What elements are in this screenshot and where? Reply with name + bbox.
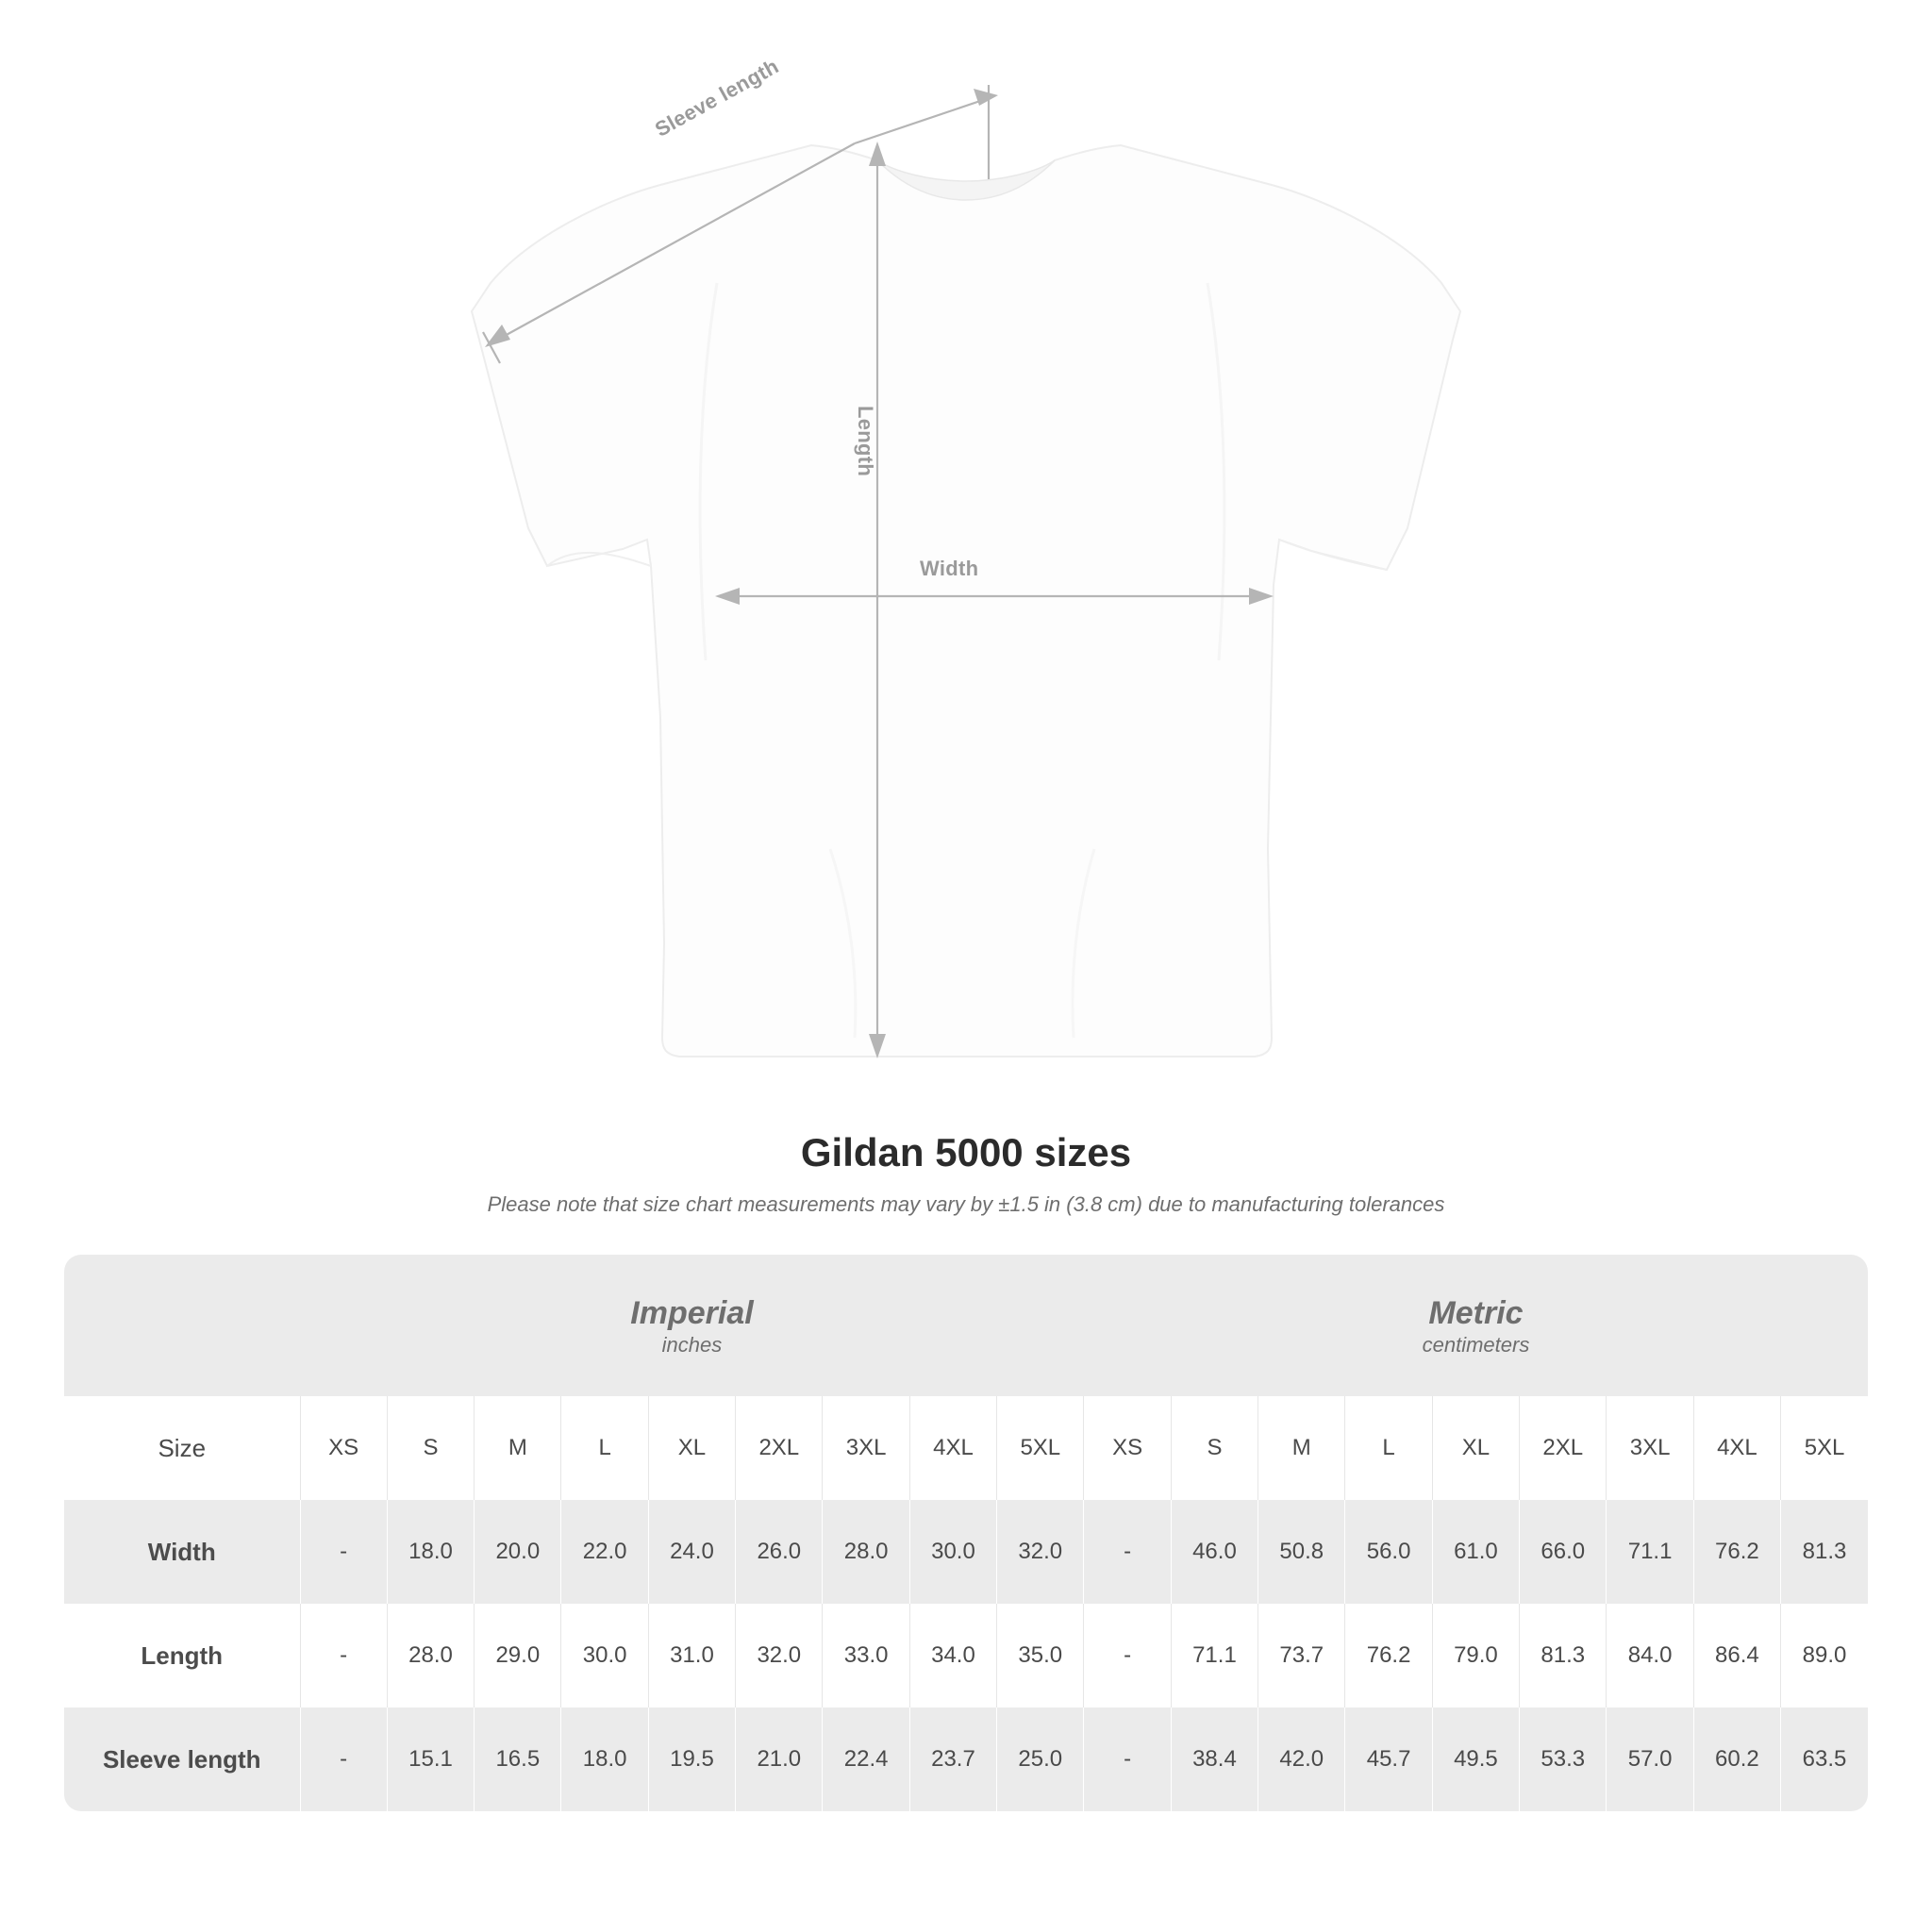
header-metric-S: S xyxy=(1171,1396,1257,1500)
header-imperial-XL: XL xyxy=(648,1396,735,1500)
header-imperial-L: L xyxy=(561,1396,648,1500)
cell-sleeve-metric-3XL: 57.0 xyxy=(1607,1707,1693,1811)
header-imperial-3XL: 3XL xyxy=(823,1396,909,1500)
cell-length-metric-XL: 79.0 xyxy=(1432,1604,1519,1707)
cell-sleeve-metric-XL: 49.5 xyxy=(1432,1707,1519,1811)
cell-length-imperial-XS: - xyxy=(300,1604,387,1707)
cell-width-metric-2XL: 66.0 xyxy=(1520,1500,1607,1604)
sleeve-length-label: Sleeve length xyxy=(651,54,783,142)
header-metric-M: M xyxy=(1258,1396,1345,1500)
cell-width-metric-XS: - xyxy=(1084,1500,1171,1604)
cell-sleeve-metric-2XL: 53.3 xyxy=(1520,1707,1607,1811)
unit-imperial-sub: inches xyxy=(661,1333,723,1357)
row-label-length: Length xyxy=(141,1641,224,1670)
table-row xyxy=(64,1500,1868,1604)
cell-sleeve-imperial-L: 18.0 xyxy=(561,1707,648,1811)
header-metric-4XL: 4XL xyxy=(1693,1396,1780,1500)
cell-width-metric-5XL: 81.3 xyxy=(1781,1500,1868,1604)
size-table xyxy=(64,1255,1868,1811)
cell-width-imperial-XS: - xyxy=(300,1500,387,1604)
cell-length-imperial-2XL: 32.0 xyxy=(736,1604,823,1707)
cell-width-imperial-2XL: 26.0 xyxy=(736,1500,823,1604)
units-imperial-cell xyxy=(300,1255,1084,1396)
cell-length-metric-4XL: 86.4 xyxy=(1693,1604,1780,1707)
cell-width-metric-XL: 61.0 xyxy=(1432,1500,1519,1604)
cell-width-imperial-4XL: 30.0 xyxy=(909,1500,996,1604)
unit-metric-sub: centimeters xyxy=(1422,1333,1530,1357)
cell-sleeve-imperial-2XL: 21.0 xyxy=(736,1707,823,1811)
cell-width-imperial-L: 22.0 xyxy=(561,1500,648,1604)
cell-sleeve-imperial-XL: 19.5 xyxy=(648,1707,735,1811)
cell-width-imperial-3XL: 28.0 xyxy=(823,1500,909,1604)
cell-sleeve-metric-XS: - xyxy=(1084,1707,1171,1811)
header-imperial-S: S xyxy=(387,1396,474,1500)
size-table-wrapper xyxy=(64,1255,1868,1811)
cell-length-metric-2XL: 81.3 xyxy=(1520,1604,1607,1707)
cell-length-imperial-XL: 31.0 xyxy=(648,1604,735,1707)
table-row xyxy=(64,1707,1868,1811)
cell-sleeve-metric-4XL: 60.2 xyxy=(1693,1707,1780,1811)
width-label: Width xyxy=(920,557,979,580)
cell-length-metric-3XL: 84.0 xyxy=(1607,1604,1693,1707)
header-imperial-2XL: 2XL xyxy=(736,1396,823,1500)
cell-sleeve-metric-L: 45.7 xyxy=(1345,1707,1432,1811)
cell-length-metric-M: 73.7 xyxy=(1258,1604,1345,1707)
header-metric-3XL: 3XL xyxy=(1607,1396,1693,1500)
cell-sleeve-metric-5XL: 63.5 xyxy=(1781,1707,1868,1811)
units-metric-cell xyxy=(1084,1255,1868,1396)
cell-length-imperial-L: 30.0 xyxy=(561,1604,648,1707)
cell-sleeve-imperial-4XL: 23.7 xyxy=(909,1707,996,1811)
cell-sleeve-metric-M: 42.0 xyxy=(1258,1707,1345,1811)
header-imperial-M: M xyxy=(475,1396,561,1500)
cell-sleeve-metric-S: 38.4 xyxy=(1171,1707,1257,1811)
tolerance-note: Please note that size chart measurements may vary by ±1.5 in (3.8 cm) due to manufacturing tolerances xyxy=(487,1192,1445,1216)
header-metric-2XL: 2XL xyxy=(1520,1396,1607,1500)
size-header-label: Size xyxy=(64,1396,300,1500)
page-title: Gildan 5000 sizes xyxy=(800,1130,1132,1174)
header-metric-L: L xyxy=(1345,1396,1432,1500)
cell-width-metric-4XL: 76.2 xyxy=(1693,1500,1780,1604)
cell-width-imperial-S: 18.0 xyxy=(387,1500,474,1604)
cell-length-metric-5XL: 89.0 xyxy=(1781,1604,1868,1707)
size-header-row xyxy=(64,1396,1868,1500)
cell-sleeve-imperial-3XL: 22.4 xyxy=(823,1707,909,1811)
cell-width-metric-S: 46.0 xyxy=(1171,1500,1257,1604)
table-row xyxy=(64,1604,1868,1707)
cell-length-imperial-4XL: 34.0 xyxy=(909,1604,996,1707)
cell-sleeve-imperial-5XL: 25.0 xyxy=(997,1707,1084,1811)
cell-sleeve-imperial-M: 16.5 xyxy=(475,1707,561,1811)
cell-width-imperial-M: 20.0 xyxy=(475,1500,561,1604)
cell-length-imperial-M: 29.0 xyxy=(475,1604,561,1707)
units-header-row xyxy=(64,1255,1868,1396)
tshirt-shape xyxy=(472,145,1460,1057)
header-metric-XL: XL xyxy=(1432,1396,1519,1500)
cell-width-metric-M: 50.8 xyxy=(1258,1500,1345,1604)
unit-imperial-name: Imperial xyxy=(630,1294,754,1331)
cell-width-metric-L: 56.0 xyxy=(1345,1500,1432,1604)
cell-length-imperial-S: 28.0 xyxy=(387,1604,474,1707)
header-imperial-4XL: 4XL xyxy=(909,1396,996,1500)
cell-sleeve-imperial-XS: - xyxy=(300,1707,387,1811)
header-metric-5XL: 5XL xyxy=(1781,1396,1868,1500)
cell-width-metric-3XL: 71.1 xyxy=(1607,1500,1693,1604)
header-metric-XS: XS xyxy=(1084,1396,1171,1500)
unit-metric-name: Metric xyxy=(1428,1294,1524,1331)
units-spacer-cell xyxy=(64,1255,300,1396)
cell-width-imperial-XL: 24.0 xyxy=(648,1500,735,1604)
cell-length-metric-S: 71.1 xyxy=(1171,1604,1257,1707)
header-imperial-XS: XS xyxy=(300,1396,387,1500)
cell-length-imperial-3XL: 33.0 xyxy=(823,1604,909,1707)
cell-length-metric-L: 76.2 xyxy=(1345,1604,1432,1707)
cell-sleeve-imperial-S: 15.1 xyxy=(387,1707,474,1811)
cell-length-metric-XS: - xyxy=(1084,1604,1171,1707)
header-imperial-5XL: 5XL xyxy=(997,1396,1084,1500)
title-block xyxy=(0,1130,1932,1217)
cell-width-imperial-5XL: 32.0 xyxy=(997,1500,1084,1604)
length-label: Length xyxy=(854,406,877,477)
row-label-width: Width xyxy=(64,1500,300,1604)
row-label-sleeve-length: Sleeve length xyxy=(64,1707,300,1811)
cell-length-imperial-5XL: 35.0 xyxy=(997,1604,1084,1707)
